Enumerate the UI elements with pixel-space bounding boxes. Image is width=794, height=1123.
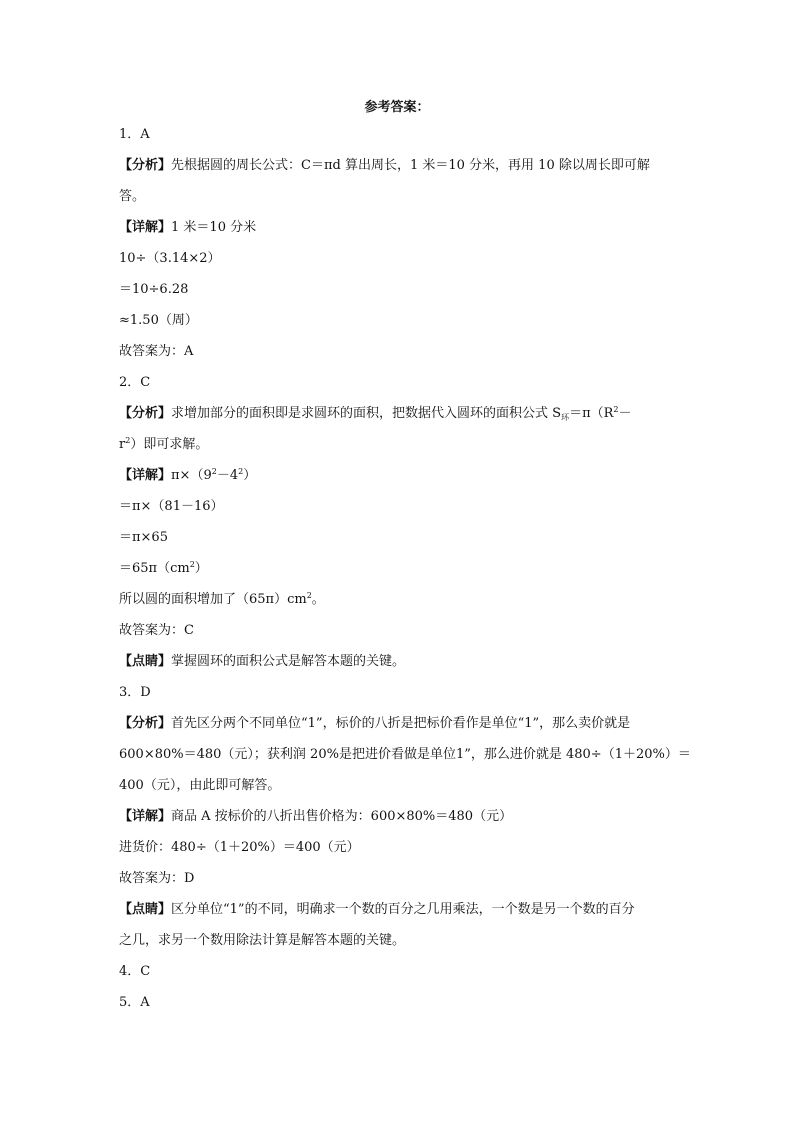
q2-analysis-text-b: ＝π（R	[569, 406, 614, 421]
q2-analysis	[119, 398, 679, 429]
q2-calc-3a: ＝65π（cm	[119, 561, 190, 576]
q1-calc-1: 10÷（3.14×2）	[119, 251, 221, 266]
subscript: 环	[561, 413, 570, 422]
analysis-tag: 【分析】	[119, 406, 172, 421]
q1-analysis-text: 先根据圆的周长公式：C＝πd 算出周长，1 米＝10 分米，再用 10 除以周长即可解	[171, 158, 650, 173]
analysis-tag: 【分析】	[119, 158, 172, 173]
q2-detail-b: －4	[216, 468, 239, 483]
q2-tip	[119, 646, 679, 677]
q1-analysis-cont: 答。	[119, 189, 146, 204]
q2-analysis-end: ）即可求解。	[130, 437, 209, 452]
detail-tag: 【详解】	[119, 220, 172, 235]
q2-calc-1: ＝π×（81－16）	[119, 499, 224, 514]
superscript: 2	[211, 467, 217, 476]
superscript: 2	[613, 405, 619, 414]
q1-answer: 故答案为：A	[119, 344, 194, 359]
q2-analysis-r: r	[119, 437, 126, 452]
q1-detail	[119, 212, 679, 243]
q2-conclusion-a: 所以圆的面积增加了（65π）cm	[119, 592, 307, 607]
q2-analysis-text-c: －	[618, 406, 632, 421]
q3-tip	[119, 894, 679, 925]
q2-analysis-cont	[119, 429, 679, 460]
q2-calc-3b: ）	[194, 561, 208, 576]
q3-detail	[119, 801, 679, 832]
q2-tip-text: 掌握圆环的面积公式是解答本题的关键。	[171, 654, 406, 669]
q3-analysis	[119, 708, 679, 739]
q2-conclusion	[119, 584, 679, 615]
q3-analysis-cont-2: 400（元），由此即可解答。	[119, 778, 281, 793]
q2-calc-3	[119, 553, 679, 584]
q3-detail-text: 商品 A 按标价的八折出售价格为：600×80%＝480（元）	[171, 809, 513, 824]
detail-tag: 【详解】	[119, 468, 172, 483]
tip-tag: 【点睛】	[119, 654, 172, 669]
q3-detail-2: 进货价：480÷（1＋20%）＝400（元）	[119, 840, 360, 855]
q3-number: 3．D	[119, 685, 151, 700]
tip-tag: 【点睛】	[119, 902, 172, 917]
detail-tag: 【详解】	[119, 809, 172, 824]
superscript: 2	[306, 591, 312, 600]
q3-analysis-text: 首先区分两个不同单位“1”，标价的八折是把标价看作是单位“1”，那么卖价就是	[171, 716, 631, 731]
q3-answer: 故答案为：D	[119, 871, 195, 886]
q1-analysis	[119, 150, 679, 181]
q2-conclusion-b: 。	[311, 592, 325, 607]
q4-number: 4．C	[119, 964, 151, 979]
q5-number: 5．A	[119, 995, 150, 1010]
q1-number: 1．A	[119, 127, 150, 142]
superscript: 2	[189, 560, 195, 569]
q2-calc-2: ＝π×65	[119, 530, 168, 545]
q2-detail-a: π×（9	[171, 468, 212, 483]
answer-content	[119, 119, 691, 1018]
q1-calc-2: ＝10÷6.28	[119, 282, 189, 297]
q3-analysis-cont-1: 600×80%＝480（元）；获利润 20%是把进价看做是单位1”，那么进价就是 480÷（1＋20%）＝	[119, 747, 691, 762]
q1-detail-text: 1 米＝10 分米	[171, 220, 257, 235]
q2-detail	[119, 460, 679, 491]
q2-number: 2．C	[119, 375, 151, 390]
superscript: 2	[238, 467, 244, 476]
q3-tip-text: 区分单位“1”的不同，明确求一个数的百分之几用乘法，一个数是另一个数的百分	[171, 902, 635, 917]
q2-analysis-text-a: 求增加部分的面积即是求圆环的面积，把数据代入圆环的面积公式 S	[171, 406, 562, 421]
page-title: 参考答案：	[364, 100, 430, 115]
superscript: 2	[125, 436, 131, 445]
q3-tip-cont: 之几，求另一个数用除法计算是解答本题的关键。	[119, 933, 406, 948]
q1-calc-3: ≈1.50（周）	[119, 313, 198, 328]
q2-answer: 故答案为：C	[119, 623, 194, 638]
analysis-tag: 【分析】	[119, 716, 172, 731]
q2-detail-c: ）	[243, 468, 257, 483]
